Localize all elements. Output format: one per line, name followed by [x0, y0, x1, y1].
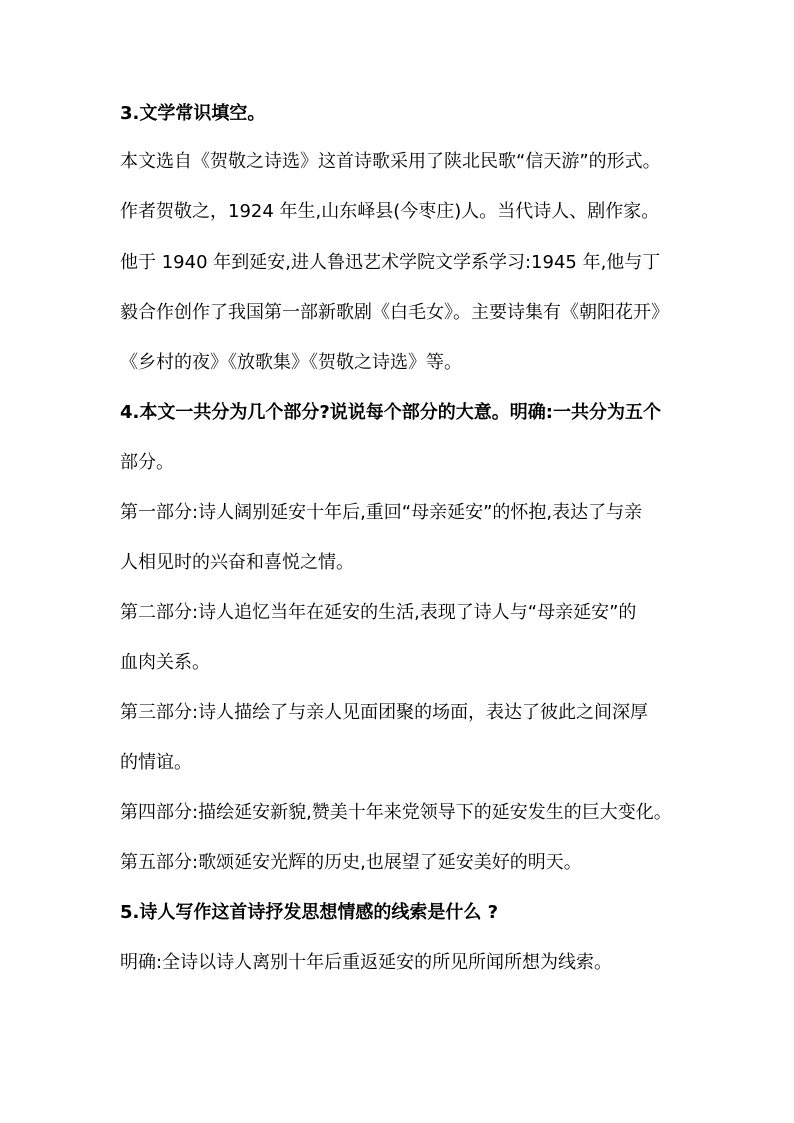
text-line-part-2b: 血肉关系。: [120, 652, 210, 673]
text-line-bio-1: 他于 1940 年到延安,进人鲁迅艺术学院文学系学习:1945 年,他与丁: [120, 252, 661, 273]
text-line-part-5: 第五部分:歌颂延安光辉的历史,也展望了延安美好的明天。: [120, 852, 582, 873]
text-line-part-3a: 第三部分:诗人描绘了与亲人见面团聚的场面，表达了彼此之间深厚: [120, 702, 649, 723]
text-line-part-1a: 第一部分:诗人阔别延安十年后,重回“母亲延安”的怀抱,表达了与亲: [120, 502, 643, 523]
text-line-part-4: 第四部分:描绘延安新貌,赞美十年来党领导下的延安发生的巨大变化。: [120, 802, 672, 823]
text-line-author: 作者贺敬之，1924 年生,山东峄县(今枣庄)人。当代诗人、剧作家。: [120, 201, 660, 222]
question-5-heading: 5.诗人写作这首诗抒发思想情感的线索是什么 ?: [120, 902, 499, 923]
text-line-part-1b: 人相见时的兴奋和喜悦之情。: [120, 552, 354, 573]
text-line-works: 《乡村的夜》《放歌集》《贺敬之诗选》等。: [120, 352, 462, 373]
text-line-answer-5: 明确:全诗以诗人离别十年后重返延安的所见所闻所想为线索。: [120, 952, 613, 973]
text-line-part-2a: 第二部分:诗人追忆当年在延安的生活,表现了诗人与“母亲延安”的: [120, 602, 637, 623]
text-line-part-3b: 的情谊。: [120, 752, 192, 773]
text-line-bio-2: 毅合作创作了我国第一部新歌剧《白毛女》。主要诗集有《朝阳花开》: [120, 302, 669, 323]
text-line-parts: 部分。: [120, 452, 174, 473]
text-line-source: 本文选自《贺敬之诗选》这首诗歌采用了陕北民歌“信天游”的形式。: [120, 151, 661, 172]
question-4-heading: 4.本文一共分为几个部分?说说每个部分的大意。明确:一共分为五个: [120, 402, 661, 423]
question-3-heading: 3.文学常识填空。: [120, 103, 266, 124]
